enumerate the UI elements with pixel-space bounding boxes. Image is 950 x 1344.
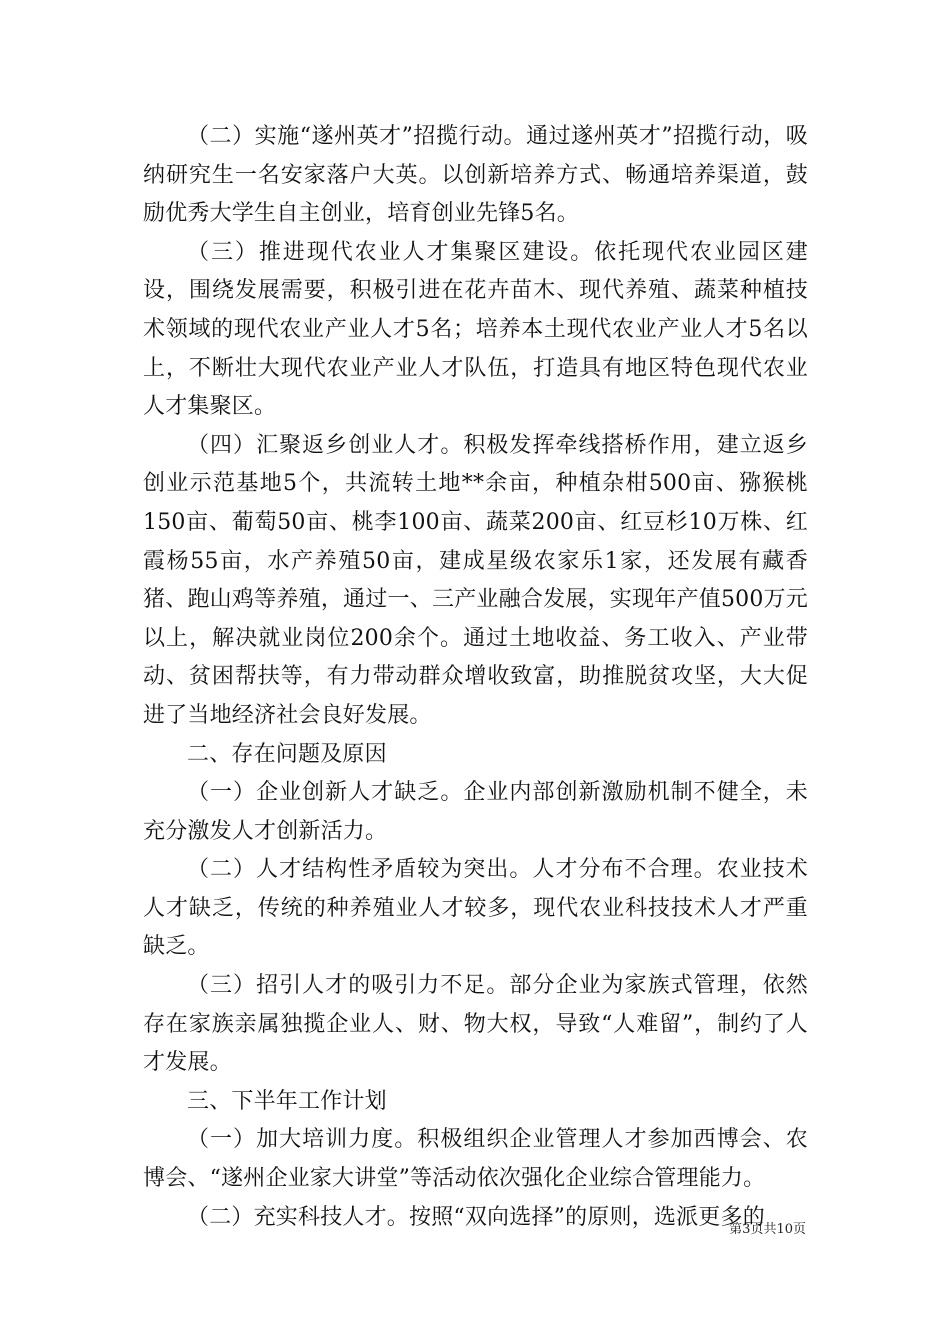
document-body xyxy=(143,118,808,1237)
paragraph-tech-talent: （二）充实科技人才。按照“双向选择”的原则，选派更多的 xyxy=(187,1204,765,1230)
paragraph-attraction-insufficient: （三）招引人才的吸引力不足。部分企业为家族式管理，依然存在家族亲属独揽企业人、财、物大权，导致“人难留”，制约了人才发展。 xyxy=(143,973,808,1076)
paragraph-suizhou-talent: （二）实施“遂州英才”招揽行动。通过遂州英才”招揽行动，吸纳研究生一名安家落户大英。以创新培养方式、畅通培养渠道，鼓励优秀大学生自主创业，培育创业先锋5名。 xyxy=(143,124,808,227)
section-heading-work-plan: 三、下半年工作计划 xyxy=(187,1088,387,1114)
paragraph-training: （一）加大培训力度。积极组织企业管理人才参加西博会、农博会、“遂州企业家大讲堂”等活动依次强化企业综合管理能力。 xyxy=(143,1127,808,1192)
paragraph-agri-talent-cluster: （三）推进现代农业人才集聚区建设。依托现代农业园区建设，围绕发展需要，积极引进在花卉苗木、现代养殖、蔬菜种植技术领域的现代农业产业人才5名；培养本土现代农业产业人才5名以上，不断壮大现代农业产业人才队伍，打造具有地区特色现代农业人才集聚区。 xyxy=(143,239,808,420)
section-heading-problems: 二、存在问题及原因 xyxy=(187,741,387,767)
paragraph-structural-contradiction: （二）人才结构性矛盾较为突出。人才分布不合理。农业技术人才缺乏，传统的种养殖业人才较多，现代农业科技技术人才严重缺乏。 xyxy=(143,857,808,960)
paragraph-returning-entrepreneurs: （四）汇聚返乡创业人才。积极发挥牵线搭桥作用，建立返乡创业示范基地5个，共流转土地**余亩，种植杂柑500亩、猕猴桃150亩、葡萄50亩、桃李100亩、蔬菜200亩、红豆杉10万株、红霞杨55亩，水产养殖50亩，建成星级农家乐1家，还发展有藏香猪、跑山鸡等养殖，通过一、三产业融合发展，实现年产值500万元以上，解决就业岗位200余个。通过土地收益、务工收入、产业带动、贫困帮扶等，有力带动群众增收致富，助推脱贫攻坚，大大促进了当地经济社会良好发展。 xyxy=(143,432,808,728)
page-footer: 第3页共10页 xyxy=(729,1222,806,1237)
paragraph-innovation-talent-lack: （一）企业创新人才缺乏。企业内部创新激励机制不健全，未充分激发人才创新活力。 xyxy=(143,780,808,844)
